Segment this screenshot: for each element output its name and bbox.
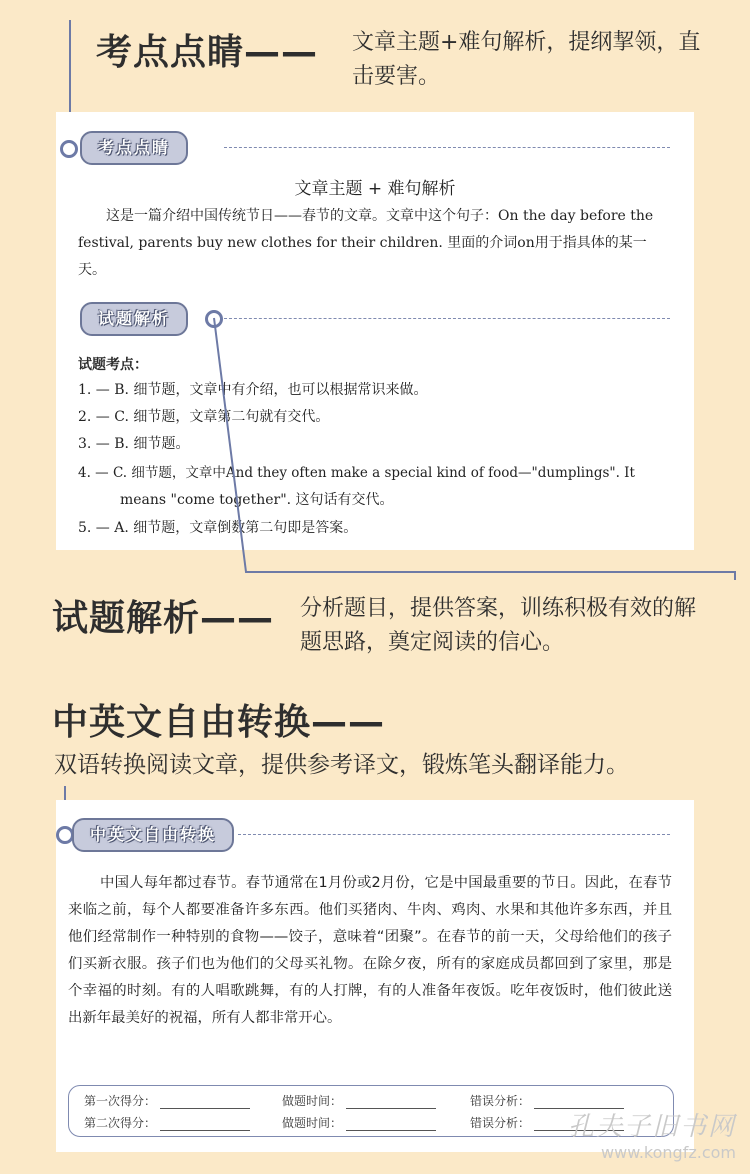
tab-kaodian: 考点点睛	[80, 131, 188, 165]
kaodian-paragraph: 这是一篇介绍中国传统节日——春节的文章。文章中这个句子：On the day before the festival, parents buy new clothes for their children. 里面的介词on用于指具体的某一天。	[78, 208, 654, 278]
kaodian-description: 文章主题+难句解析，提纲挈领，直击要害。	[352, 30, 701, 89]
shiti-description: 分析题目，提供答案，训练积极有效的解题思路，奠定阅读的信心。	[300, 596, 697, 655]
error-analysis-label: 错误分析：	[470, 1114, 624, 1131]
divider-dashed	[238, 834, 670, 835]
card1-subtitle: 文章主题 + 难句解析	[294, 179, 456, 199]
zhongying-description: 双语转换阅读文章，提供参考译文，锻炼笔头翻译能力。	[54, 752, 629, 778]
points-label: 试题考点：	[78, 357, 148, 373]
first-score-label: 第一次得分：	[84, 1092, 250, 1109]
connector-dot	[60, 140, 78, 158]
answer-item: 2. — C. 细节题，文章第二句就有交代。	[78, 409, 330, 425]
divider-dashed	[224, 318, 670, 319]
kaodian-heading: 考点点睛——	[96, 32, 319, 73]
answer-item: 5. — A. 细节题，文章倒数第二句即是答案。	[78, 520, 358, 536]
error-analysis-label: 错误分析：	[470, 1092, 624, 1109]
divider-dashed	[224, 147, 670, 148]
answer-item-continued: means "come together". 这句话有交代。	[120, 492, 394, 508]
answer-item: 1. — B. 细节题，文章中有介绍，也可以根据常识来做。	[78, 382, 428, 398]
time-label: 做题时间：	[282, 1092, 436, 1109]
shiti-heading: 试题解析——	[52, 598, 275, 639]
tab-shiti: 试题解析	[80, 302, 188, 336]
answer-item: 4. — C. 细节题，文章中And they often make a special kind of food—"dumplings". It	[78, 465, 635, 481]
answer-item: 3. — B. 细节题。	[78, 436, 190, 452]
connector-dot	[205, 310, 223, 328]
second-score-label: 第二次得分：	[84, 1114, 250, 1131]
translation-paragraph: 中国人每年都过春节。春节通常在1月份或2月份，它是中国最重要的节日。因此，在春节来临之前，每个人都要准备许多东西。他们买猪肉、牛肉、鸡肉、水果和其他许多东西，并且他们经常制作一种特别的食物——饺子，意味着“团聚”。在春节的前一天，父母给他们的孩子们买新衣服。孩子们也为他们的父母买礼物。在除夕夜，所有的家庭成员都回到了家里，那是个幸福的时刻。有的人唱歌跳舞，有的人打牌，有的人准备年夜饭。吃年夜饭时，他们彼此送出新年最美好的祝福，所有人都非常开心。	[68, 875, 672, 1026]
watermark-name: 孔夫子旧书网	[567, 1112, 736, 1142]
time-label: 做题时间：	[282, 1114, 436, 1131]
watermark	[568, 1106, 736, 1162]
zhongying-heading: 中英文自由转换——	[52, 702, 386, 743]
watermark-url: www.kongfz.com	[601, 1143, 736, 1162]
tab-zhongying: 中英文自由转换	[72, 818, 234, 852]
